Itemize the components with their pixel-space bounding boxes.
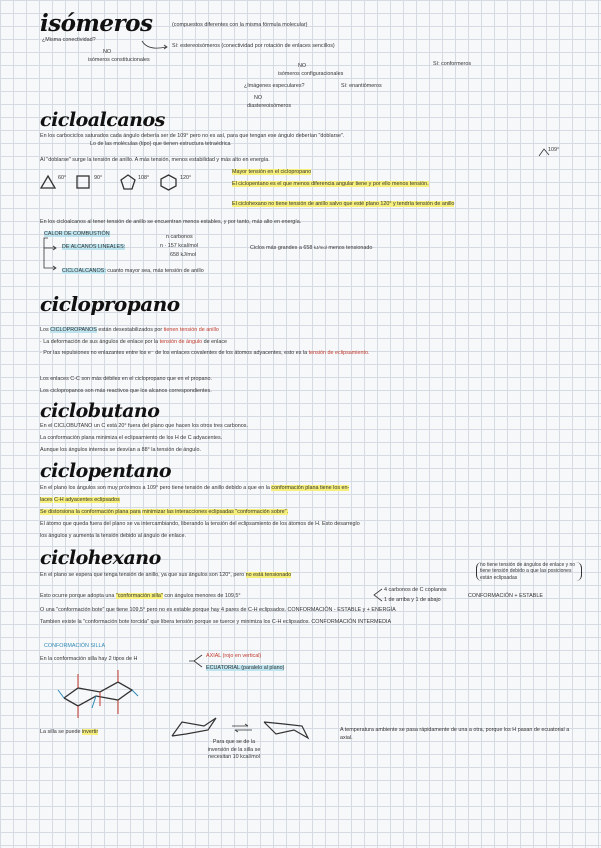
isomeros-subtitle: (compuestos diferentes con la misma fórmula molecular) <box>172 22 308 28</box>
isomeros-q3-si: Sí: enantiómeros <box>341 83 382 89</box>
isomeros-q1-si: Sí: estereoisómeros (conectividad por rotación de enlaces sencillos) <box>172 43 335 49</box>
ciclohexano-l2c: con ángulos menores de 109,5° <box>164 593 241 599</box>
ecuatorial-label: ECUATORIAL (paralelo al plano) <box>206 665 285 671</box>
angle-109-label: 109° <box>548 147 560 153</box>
isomeros-q3-no-result: diastereoisómeros <box>247 103 292 109</box>
carbonos-coplanos: 4 carbonos de C coplanos <box>384 587 447 593</box>
chair-conformation-diagram <box>58 668 138 720</box>
angle-hexagon: 120° <box>180 175 192 181</box>
cicloalcanos-paragraph-1b: Lo de las moléculas (tipo) que tienen estructura tetraédrica <box>90 141 231 147</box>
angle-square: 90° <box>94 175 103 181</box>
cicloalcanos-tension-text: cuanto mayor sea, más tensión de anillo <box>107 268 204 274</box>
isomeros-title: isómeros <box>40 10 153 37</box>
isomeros-q2-no-result: isómeros configuracionales <box>278 71 344 77</box>
hexagon-icon <box>160 174 177 191</box>
ciclopentano-l2a: laces <box>40 497 53 503</box>
cicloalcanos-paragraph-3: En los cicloalcanos al tener tensión de anillo se encuentran menos estables, y por tanto, más alto en energía. <box>40 219 302 225</box>
angle-triangle: 60° <box>58 175 67 181</box>
conformacion-silla-heading: CONFORMACIÓN SILLA <box>44 643 106 649</box>
ch-eclipsados: C-H adyacentes eclipsados <box>54 497 120 503</box>
alcanos-lineales-label: DE ALCANOS LINEALES: <box>62 244 126 250</box>
invertir-text: La silla se puede <box>40 729 81 735</box>
cicloalcanos-title: cicloalcanos <box>40 109 165 131</box>
cicloalcanos-paragraph-1: En los carbociclos saturados cada ángulo debería ser de 109° pero no es así, para que tengan ese ángulo deberían "doblarse". <box>40 133 345 139</box>
tension-eclipsamiento: tensión de eclipsamiento. <box>308 350 370 356</box>
calor-combustion-label: CALOR DE COMBUSTIÓN <box>44 231 110 237</box>
isomeros-q3-no: NO <box>254 95 263 101</box>
formula-kcal: n · 157 kcal/mol <box>160 243 199 249</box>
flip-energy-note: Para que se de la inversión de la silla se necesitan 10 kcal/mol <box>207 739 261 761</box>
ciclohexano-l4: Tambien existe la "conformación bote torcida" que libera tensión porque se tuerce y minimiza los C-H eclipsados. CONFORMACIÓN INTERMEDIA <box>40 619 392 625</box>
conformacion-plana: conformación plana tiene los en- <box>271 485 350 491</box>
no-tensionado: no está tensionado <box>245 572 292 578</box>
tension-angulo: tensión de ángulo <box>159 339 203 345</box>
n-carbonos-label: n carbonos <box>166 234 193 240</box>
ciclopropano-b1c: de enlace <box>203 339 228 345</box>
isomeros-q1-no-result: isómeros constitucionales <box>88 57 150 63</box>
isomeros-question-3: ¿Imágenes especulares? <box>244 83 305 89</box>
formula-kj: 658 kJ/mol <box>170 252 197 258</box>
ciclopropano-l4: Los ciclopropanos son más reactivos que los alcanos correspondientes. <box>40 388 212 394</box>
ciclopropanos-highlight: CICLOPROPANOS <box>50 327 97 333</box>
ciclos-note-a: Ciclos más grandes a 658 <box>250 245 313 251</box>
conformacion-mas-estable: CONFORMACIÓN + ESTABLE <box>468 593 543 599</box>
ciclopropano-b1a: · La deformación de sus ángulos de enlace por la <box>40 339 159 345</box>
pentagon-icon <box>120 174 136 190</box>
ciclos-note-b: kJ/mol <box>313 245 327 250</box>
ciclopropano-l3: Los enlaces C-C son más débiles en el ciclopropano que en el propano. <box>40 376 213 382</box>
brace-icon <box>372 588 384 602</box>
bracket-arrow-icon <box>40 236 62 272</box>
ciclopropano-title: ciclopropano <box>40 292 180 316</box>
ciclos-note-c: menos tensionado <box>328 245 373 251</box>
ciclohexano-l1a: En el plano se espera que tenga tensión de anillo, ya que sus ángulos son 120°, pero <box>40 572 245 578</box>
ciclopentano-l5: los ángulos y aumenta la tensión debido al ángulo de enlace. <box>40 533 186 539</box>
arriba-abajo: 1 de arriba y 1 de abajo <box>384 597 441 603</box>
conformacion-sobre: minimizar las interacciones eclipsadas "conformación sobre". <box>142 509 289 515</box>
ciclohexano-title: ciclohexano <box>40 547 161 569</box>
ciclopropano-l1c: están desestabilizados por <box>98 327 163 333</box>
ciclohexano-l3: O una "conformación bote" que tiene 109,5° pero no es estable porque hay 4 pares de C-H eclipsados. CONFORMACIÓN - ESTABLE y + ENERGÍA <box>40 607 396 613</box>
silla-text: En la conformación silla hay 2 tipos de H <box>40 656 138 662</box>
ciclohexano-l2a: Esto ocurre porque adopta una <box>40 593 115 599</box>
ciclopentano-title: ciclopentano <box>40 460 172 482</box>
ciclopropano-b2a: · Por las repulsiones no enlazantes entre los e⁻ de los enlaces covalentes de los átomos adyacentes, esto es la <box>40 350 308 356</box>
ciclopropano-l1a: Los <box>40 327 49 333</box>
fork-arrow-icon <box>188 652 206 670</box>
arrow-icon <box>140 39 170 53</box>
ciclopentano-l4: El átomo que queda fuera del plano se va intercambiando, liberando la tensión del eclipsamiento de los átomos de H. Esto desarreglo <box>40 521 360 527</box>
ciclobutano-l2: La conformación plana minimiza el eclipsamiento de los H de C adyacentes. <box>40 435 223 441</box>
ciclopentano-l1a: En el plano los ángulos son muy próximos a 109° pero tiene tensión de anillo debido a que en la <box>40 485 270 491</box>
square-icon <box>76 175 90 189</box>
isomeros-question-1: ¿Misma conectividad? <box>42 37 96 43</box>
ciclopentano-l3a: Se distorsiona la conformación plana para <box>40 509 141 515</box>
isomeros-q1-no: NO <box>103 49 112 55</box>
temperatura-note: A temperatura ambiente se pasa rápidamente de una a otra, porque los H pasan de ecuatorial a axial. <box>340 727 570 741</box>
axial-label: AXIAL (rojo en vertical) <box>206 653 262 659</box>
note-ciclopentano: El ciclopentano es el que menos diferencia angular tiene y por ello menos tensión. <box>232 181 429 187</box>
tetrahedral-angle-icon <box>538 146 550 158</box>
ciclobutano-title: ciclobutano <box>40 400 160 422</box>
note-ciclohexano: El ciclohexano no tiene tensión de anillo salvo que esté plano 120° y tendría tensión de anillo <box>232 201 455 207</box>
triangle-icon <box>40 175 56 189</box>
cicloalcanos-label: CICLOALCANOS: <box>62 268 106 274</box>
box-no-tension: no tiene tensión de ángulos de enlace y no tiene tensión debido a que las posiciones están eclipsadas <box>476 562 582 581</box>
conformacion-silla-inline: "conformación silla" <box>115 593 163 599</box>
isomeros-q2-si: Sí: conformeros <box>433 61 472 67</box>
cicloalcanos-paragraph-2: Al "doblarse" surge la tensión de anillo. A más tensión, menos estabilidad y más alto en energía. <box>40 157 270 163</box>
ciclopropano-l1d: tienen tensión de anillo <box>163 327 219 333</box>
note-ciclopropano: Mayor tensión en el ciclopropano <box>232 169 312 175</box>
invertir-highlight: invertir <box>81 729 99 735</box>
ciclobutano-l1: En el CICLOBUTANO un C está 20° fuera del plano que hacen los otros tres carbonos. <box>40 423 248 429</box>
angle-pentagon: 108° <box>138 175 150 181</box>
ciclobutano-l3: Aunque los ángulos internos se desvían a 88° la tensión de ángulo. <box>40 447 201 453</box>
isomeros-q2-no: NO <box>298 63 307 69</box>
